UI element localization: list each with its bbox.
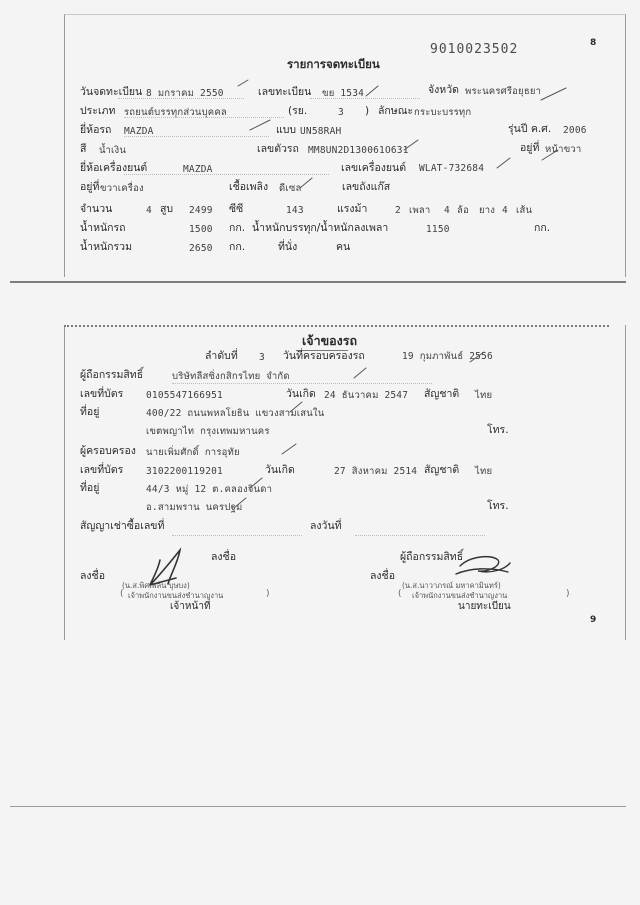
handwritten-number: 9010023502 (430, 42, 519, 57)
registrar-paren-open: ( (398, 589, 402, 599)
brand-label: ยี่ห้อรถ (80, 124, 112, 136)
chassis-pos-label: อยู่ที่ (520, 142, 540, 154)
hp-label: แรงม้า (337, 203, 368, 215)
weight-label: น้ำหนักรถ (80, 222, 126, 234)
axle-value: 2 (395, 205, 401, 216)
year-label: รุ่นปี ค.ศ. (508, 123, 552, 135)
registrar-position: เจ้าพนักงานขนส่งชำนาญงาน (412, 591, 508, 600)
engine-no-value: WLAT-732684 (419, 163, 485, 174)
official-paren-close: ) (266, 589, 270, 599)
nat1-value: ไทย (475, 390, 493, 401)
possessor-value: นายเพิ่มศักดิ์ การอุทัย (146, 447, 240, 458)
nat2-label: สัญชาติ (424, 464, 460, 476)
addr2-line2: อ.สามพราน นครปฐม (146, 502, 243, 513)
wheel-label: ล้อ (457, 205, 469, 216)
id1-value: 0105547166951 (146, 390, 223, 401)
wheel-value: 4 (444, 205, 450, 216)
official-title: เจ้าหน้าที่ (170, 601, 211, 612)
cut-off-stub (64, 325, 609, 327)
engine-no-label: เลขเครื่องยนต์ (341, 162, 407, 174)
fill-line (172, 535, 302, 536)
birth2-value: 27 สิงหาคม 2514 (334, 466, 418, 477)
tel1-label: โทร. (487, 424, 509, 436)
tire-label: ยาง (479, 205, 496, 216)
brand-value: MAZDA (124, 126, 154, 137)
possess-date-label: วันที่ครอบครองรถ (283, 350, 365, 362)
official-name: (น.ส.พิศเพลิน บุษบง) (122, 581, 190, 590)
page-marker-bottom: 9 (590, 615, 597, 625)
owner-heading: เจ้าของรถ (302, 333, 358, 348)
type-label: ประเภท (80, 105, 116, 117)
year-value: 2006 (563, 125, 587, 136)
engine-brand-value: MAZDA (183, 164, 213, 175)
addr2-line1: 44/3 หมู่ 12 ต.คลองจินดา (146, 484, 273, 495)
engine-pos-label: อยู่ที่ (80, 181, 100, 193)
count-label: จำนวน (80, 203, 113, 215)
tire-value: 4 (502, 205, 508, 216)
possess-date-value: 19 กุมภาพันธ์ 2556 (402, 351, 493, 362)
fill-line (124, 174, 329, 175)
fuel-value: ดีเซล (279, 183, 302, 194)
char-label: ลักษณะ (378, 105, 414, 117)
birth1-value: 24 ธันวาคม 2547 (324, 390, 409, 401)
color-label: สี (80, 143, 87, 155)
model-label: แบบ (276, 124, 297, 136)
engine-pos-value: ขวาเครื่อง (100, 183, 144, 194)
order-label: ลำดับที่ (205, 350, 238, 362)
document-title: รายการจดทะเบียน (287, 57, 380, 71)
fold-line-top (10, 281, 626, 283)
weight-unit: กก. (229, 222, 246, 234)
ry-value: 3 (338, 107, 344, 118)
load-label: น้ำหนักบรรทุก/น้ำหนักลงเพลา (252, 222, 389, 234)
contract-label: สัญญาเช่าซื้อเลขที่ (80, 520, 165, 532)
ry-close: ) (365, 105, 370, 117)
plate-value: ขย 1534 (322, 88, 365, 99)
addr1-line2: เขตพญาไท กรุงเทพมหานคร (146, 426, 270, 437)
char-value: กระบะบรรทุก (414, 107, 472, 118)
legal-owner-label: ผู้ถือกรรมสิทธิ์ (80, 369, 144, 381)
seat-label: ที่นั่ง (278, 241, 298, 253)
contract-date-label: ลงวันที่ (310, 520, 342, 532)
province-value: พระนครศรีอยุธยา (465, 86, 542, 97)
seat-unit: คน (336, 241, 351, 253)
birth1-label: วันเกิด (286, 388, 316, 400)
gross-label: น้ำหนักรวม (80, 241, 132, 253)
order-value: 3 (259, 352, 265, 363)
engine-brand-label: ยี่ห้อเครื่องยนต์ (80, 162, 148, 174)
load-unit: กก. (534, 222, 551, 234)
ry-open: (รย. (288, 105, 308, 117)
registrar-name: (น.ส.นาวาภรณ์ มหาคามินทร์) (402, 581, 501, 590)
sign-label-left: ลงชื่อ (80, 570, 105, 582)
gross-unit: กก. (229, 241, 246, 253)
fill-line (310, 98, 420, 99)
id1-label: เลขที่บัตร (80, 388, 124, 400)
reg-date-label: วันจดทะเบียน (80, 86, 143, 98)
addr2-label: ที่อยู่ (80, 482, 100, 494)
legal-owner-value: บริษัทลีสซิ่งกสิกรไทย จำกัด (172, 371, 290, 382)
reg-date-value: 8 มกราคม 2550 (146, 88, 224, 99)
tire-unit: เส้น (516, 205, 533, 216)
chassis-value: MM8UN2D130061O631 (308, 145, 409, 156)
gas-tank-label: เลขถังแก๊ส (342, 181, 391, 193)
addr1-label: ที่อยู่ (80, 406, 100, 418)
cc-value: 2499 (189, 205, 213, 216)
type-value: รถยนต์บรรทุกส่วนบุคคล (124, 107, 227, 118)
hp-value: 143 (286, 205, 304, 216)
official-position: เจ้าพนักงานขนส่งชำนาญงาน (128, 591, 224, 600)
official-paren-open: ( (120, 589, 124, 599)
cylinder-label: สูบ (160, 203, 174, 215)
fill-line (172, 383, 432, 384)
registrar-paren-close: ) (566, 589, 570, 599)
chassis-pos-value: หน้าขวา (545, 144, 582, 155)
sign-label-top: ลงชื่อ (211, 551, 236, 563)
addr1-line1: 400/22 ถนนพหลโยธิน แขวงสามเสนใน (146, 408, 325, 419)
nat1-label: สัญชาติ (424, 388, 460, 400)
fold-line-bottom (10, 806, 626, 807)
count-value: 4 (146, 205, 152, 216)
color-value: น้ำเงิน (99, 145, 127, 156)
fill-line (124, 136, 269, 137)
fill-line (118, 98, 244, 99)
weight-value: 1500 (189, 224, 213, 235)
id2-value: 3102200119201 (146, 466, 223, 477)
legal-owner-sig-label: ผู้ถือกรรมสิทธิ์ (400, 551, 464, 563)
plate-label: เลขทะเบียน (258, 86, 312, 98)
registrar-title: นายทะเบียน (458, 601, 511, 612)
province-label: จังหวัด (428, 84, 459, 96)
fuel-label: เชื้อเพลิง (229, 181, 269, 193)
model-value: UN58RAH (300, 126, 342, 137)
nat2-value: ไทย (475, 466, 493, 477)
load-value: 1150 (426, 224, 450, 235)
gross-value: 2650 (189, 243, 213, 254)
sign-label-right: ลงชื่อ (370, 570, 395, 582)
axle-label: เพลา (409, 205, 431, 216)
possessor-label: ผู้ครอบครอง (80, 445, 136, 457)
cc-label: ซีซี (229, 203, 244, 215)
birth2-label: วันเกิด (265, 464, 295, 476)
page-marker-top: 8 (590, 38, 597, 48)
fill-line (124, 117, 284, 118)
id2-label: เลขที่บัตร (80, 464, 124, 476)
chassis-label: เลขตัวรถ (257, 143, 299, 155)
tel2-label: โทร. (487, 500, 509, 512)
fill-line (355, 535, 485, 536)
